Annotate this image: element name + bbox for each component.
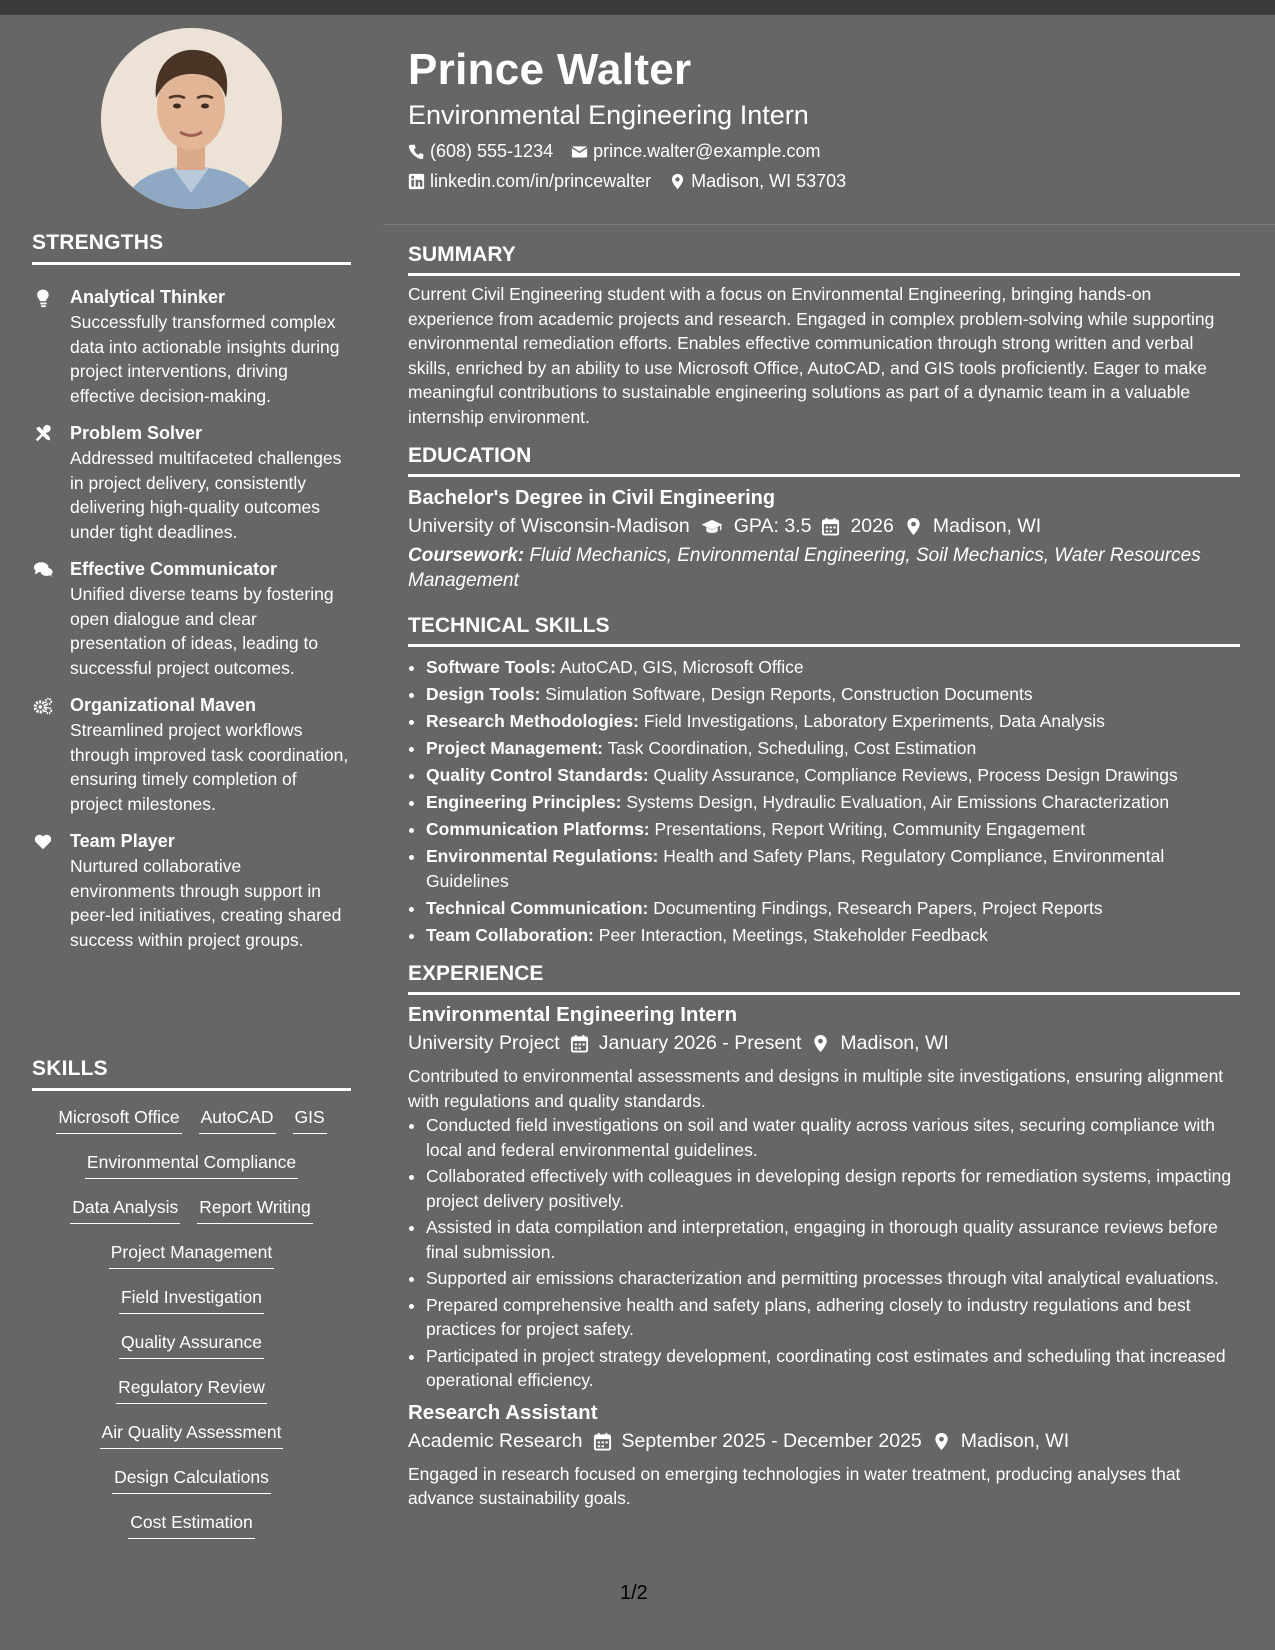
skill-tag: Cost Estimation <box>128 1510 255 1539</box>
skill-values: Presentations, Report Writing, Community Engagement <box>654 819 1086 839</box>
calendar-icon <box>821 517 840 536</box>
graduation-cap-icon <box>700 517 724 536</box>
skill-tag: Microsoft Office <box>56 1105 181 1134</box>
linkedin-contact[interactable] <box>408 169 651 193</box>
linkedin-icon <box>408 173 425 190</box>
job-bullets <box>408 1113 1240 1393</box>
job-bullet: • Assisted in data compilation and interpretation, engaging in thorough quality assurance reviews before final submission. <box>426 1215 1240 1264</box>
technical-skills-heading: TECHNICAL SKILLS <box>408 613 1240 647</box>
candidate-role: Environmental Engineering Intern <box>408 100 809 130</box>
calendar-icon <box>570 1034 589 1053</box>
lightbulb-icon <box>32 288 54 308</box>
strength-item <box>32 557 351 680</box>
main-content <box>408 242 1240 1511</box>
calendar-icon <box>593 1432 612 1451</box>
contact-row <box>408 169 1238 193</box>
job-bullet: • Collaborated effectively with colleagues in developing design reports for remediation systems, impacting project delivery positively. <box>426 1164 1240 1213</box>
strength-description: Unified diverse teams by fostering open dialogue and clear presentation of ideas, leading to successful project outcomes. <box>70 584 334 678</box>
job-dates: September 2025 - December 2025 <box>621 1429 922 1452</box>
gears-icon <box>32 696 54 716</box>
skills-row <box>32 1330 351 1375</box>
coursework <box>408 543 1240 593</box>
strengths-list <box>32 285 351 965</box>
skill-tag: Regulatory Review <box>116 1375 267 1404</box>
gpa-text: GPA: 3.5 <box>733 515 812 537</box>
technical-skills-list <box>408 655 1240 947</box>
map-pin-icon <box>904 517 923 536</box>
header-divider <box>383 224 1275 225</box>
skill-values: Quality Assurance, Compliance Reviews, Process Design Drawings <box>653 765 1178 785</box>
tools-icon <box>32 424 54 444</box>
graduation-year: 2026 <box>850 515 894 537</box>
job-location: Madison, WI <box>840 1032 949 1054</box>
school-name: University of Wisconsin-Madison <box>408 515 690 537</box>
job-meta <box>408 1427 1240 1456</box>
skills-heading: SKILLS <box>32 1056 351 1091</box>
skill-category: Project Management: <box>426 738 603 758</box>
skill-tag: Air Quality Assessment <box>100 1420 284 1449</box>
job-bullet: • Prepared comprehensive health and safety plans, adhering closely to industry regulations and best practices for project safety. <box>426 1293 1240 1342</box>
strength-description: Streamlined project workflows through improved task coordination, ensuring timely completion of project milestones. <box>70 720 349 814</box>
coursework-label: Coursework: <box>408 545 525 566</box>
skills-row <box>32 1510 351 1555</box>
skill-values: Peer Interaction, Meetings, Stakeholder Feedback <box>598 924 988 945</box>
technical-skill-item <box>426 763 1240 788</box>
technical-skill-item <box>426 896 1240 921</box>
page-number: 1/2 <box>620 1582 648 1604</box>
strength-name: Effective Communicator <box>70 559 278 579</box>
skills-row <box>32 1105 351 1150</box>
education-meta <box>408 512 1240 541</box>
job-summary: Engaged in research focused on emerging technologies in water treatment, producing analyses that advance sustainability goals. <box>408 1463 1181 1508</box>
job-bullet: • Supported air emissions characterization and permitting processes through vital analytical evaluations. <box>426 1266 1240 1291</box>
job-organization: University Project <box>408 1032 560 1054</box>
summary-text: Current Civil Engineering student with a focus on Environmental Engineering, bringing hands-on experience from academic projects and research. Engaged in complex problem-solving while supporting environmental remediation efforts. Enables effective communication through strong written and verbal skills, enriched by an ability to use Microsoft Office, AutoCAD, and GIS tools proficiently. Eager to make meaningful contributions to sustainable engineering solutions as part of a dynamic team in a valuable internship environment. <box>408 284 1215 427</box>
job-organization: Academic Research <box>408 1429 583 1452</box>
skill-values: Field Investigations, Laboratory Experiments, Data Analysis <box>643 711 1105 731</box>
education-location: Madison, WI <box>932 515 1042 537</box>
skills-row <box>32 1285 351 1330</box>
heart-icon <box>32 832 54 852</box>
technical-skill-item <box>426 655 1240 680</box>
job-meta <box>408 1029 1240 1058</box>
skill-tag: Field Investigation <box>119 1285 264 1314</box>
resume-page <box>0 15 1275 1650</box>
strength-name: Problem Solver <box>70 423 203 443</box>
contact-row <box>408 139 1238 163</box>
location-text: Madison, WI 53703 <box>691 171 847 191</box>
skill-category: Communication Platforms: <box>426 819 650 839</box>
strength-description: Successfully transformed complex data into actionable insights during project interventions, driving effective decision-making. <box>70 312 340 406</box>
skills-row <box>32 1465 351 1510</box>
strength-name: Analytical Thinker <box>70 287 226 307</box>
skills-row <box>32 1420 351 1465</box>
map-pin-icon <box>669 173 686 190</box>
strengths-heading: STRENGTHS <box>32 230 351 265</box>
skill-tag: Design Calculations <box>112 1465 271 1494</box>
skill-category: Team Collaboration: <box>426 924 594 945</box>
strength-name: Team Player <box>70 831 175 851</box>
skill-category: Technical Communication: <box>426 897 649 918</box>
linkedin-text[interactable]: linkedin.com/in/princewalter <box>430 171 652 191</box>
candidate-name: Prince Walter <box>408 45 692 94</box>
skill-tag: Data Analysis <box>70 1195 180 1224</box>
skill-values: Simulation Software, Design Reports, Construction Documents <box>545 684 1033 704</box>
skill-tag: Project Management <box>109 1240 274 1269</box>
strength-item <box>32 829 351 952</box>
skills-row <box>32 1195 351 1240</box>
job-title: Environmental Engineering Intern <box>408 1003 738 1026</box>
viewer-top-bar <box>0 0 1275 15</box>
technical-skill-item <box>426 817 1240 842</box>
skills-list <box>32 1105 351 1555</box>
summary-heading: SUMMARY <box>408 242 1240 276</box>
technical-skill-item <box>426 923 1240 948</box>
job-title: Research Assistant <box>408 1400 598 1424</box>
skill-values: Documenting Findings, Research Papers, Project Reports <box>653 897 1103 918</box>
job-bullet: • Participated in project strategy development, coordinating cost estimates and scheduling that increased operational efficiency. <box>426 1344 1240 1393</box>
skill-category: Software Tools: <box>426 657 556 677</box>
skill-tag: Environmental Compliance <box>85 1150 298 1179</box>
phone-text: (608) 555-1234 <box>430 141 554 161</box>
strength-item <box>32 421 351 544</box>
email-contact[interactable] <box>571 139 820 163</box>
skills-row <box>32 1240 351 1285</box>
strength-name: Organizational Maven <box>70 695 257 715</box>
skills-row <box>32 1375 351 1420</box>
skill-tag: Quality Assurance <box>119 1330 264 1359</box>
job-location: Madison, WI <box>960 1429 1070 1452</box>
strength-description: Nurtured collaborative environments through support in peer-led initiatives, creating shared success within project groups. <box>70 856 342 950</box>
skill-values: AutoCAD, GIS, Microsoft Office <box>559 657 804 677</box>
strength-description: Addressed multifaceted challenges in project delivery, consistently delivering high-quality outcomes under tight deadlines. <box>70 448 342 542</box>
skill-values: Task Coordination, Scheduling, Cost Estimation <box>607 738 977 758</box>
technical-skill-item <box>426 709 1240 734</box>
coursework-list: Fluid Mechanics, Environmental Engineering, Soil Mechanics, Water Resources Management <box>408 545 1201 591</box>
technical-skill-item <box>426 844 1240 893</box>
skill-category: Environmental Regulations: <box>426 846 659 866</box>
job-summary: Contributed to environmental assessments and designs in multiple site investigations, ensuring alignment with regulations and quality standards. <box>408 1066 1224 1111</box>
map-pin-icon <box>811 1034 830 1053</box>
technical-skill-item <box>426 790 1240 815</box>
skill-category: Quality Control Standards: <box>426 765 649 785</box>
experience-heading: EXPERIENCE <box>408 961 1240 995</box>
job-entry <box>408 1001 1240 1393</box>
chat-icon <box>32 560 54 580</box>
skill-category: Design Tools: <box>426 684 541 704</box>
skill-category: Research Methodologies: <box>426 711 639 731</box>
strength-item <box>32 693 351 816</box>
resume-header <box>408 43 1238 193</box>
phone-icon <box>408 143 425 160</box>
skill-tag: GIS <box>293 1105 327 1134</box>
job-entry <box>408 1399 1240 1511</box>
strength-item <box>32 285 351 408</box>
map-pin-icon <box>932 1432 951 1451</box>
email-text[interactable]: prince.walter@example.com <box>593 141 821 161</box>
envelope-icon <box>571 143 588 160</box>
location-contact <box>669 169 846 193</box>
job-bullet: • Conducted field investigations on soil and water quality across various sites, securing compliance with local and federal environmental guidelines. <box>426 1113 1240 1162</box>
technical-skill-item <box>426 736 1240 761</box>
education-heading: EDUCATION <box>408 443 1240 477</box>
profile-photo <box>101 28 282 209</box>
skill-tag: Report Writing <box>197 1195 313 1224</box>
skill-values: Health and Safety Plans, Regulatory Compliance, Environmental Guidelines <box>426 846 1165 891</box>
skills-row <box>32 1150 351 1195</box>
phone-contact <box>408 139 553 163</box>
technical-skill-item <box>426 682 1240 707</box>
skill-values: Systems Design, Hydraulic Evaluation, Air Emissions Characterization <box>626 792 1170 812</box>
skill-tag: AutoCAD <box>199 1105 276 1134</box>
skill-category: Engineering Principles: <box>426 792 622 812</box>
job-dates: January 2026 - Present <box>598 1032 802 1054</box>
degree-title: Bachelor's Degree in Civil Engineering <box>408 487 776 509</box>
